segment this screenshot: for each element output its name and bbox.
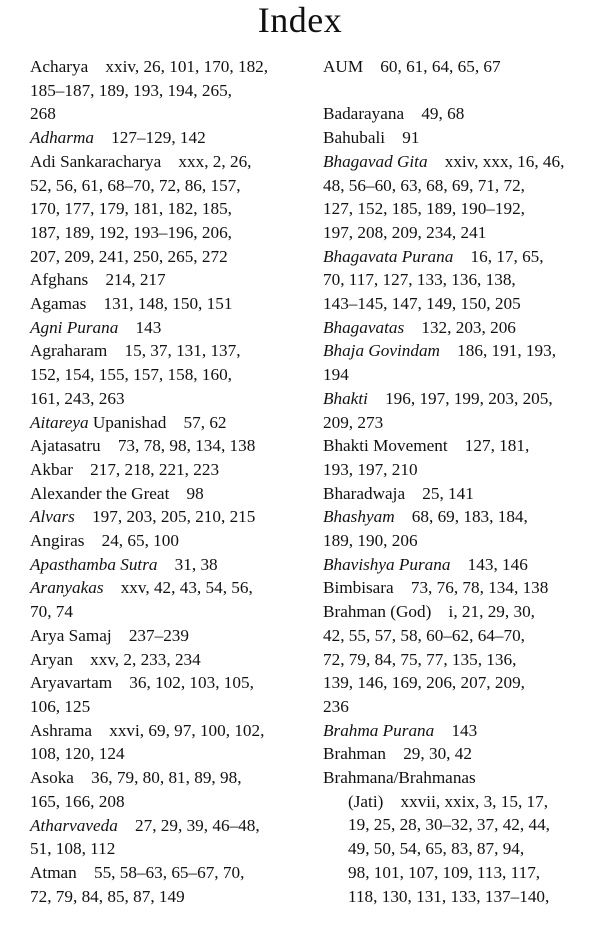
index-column-left [30,55,310,908]
entry-first-line [323,482,593,506]
entry-pages-continued: 194 [323,365,349,385]
entry-first-line [30,55,310,79]
entry-term: AUM [323,57,364,76]
entry-gap [323,79,593,103]
entry-pages-continued: 209, 273 [323,412,384,432]
index-entry [30,434,310,458]
entry-first-line [323,150,593,174]
entry-first-line [30,553,310,577]
index-entry [323,766,593,790]
entry-pages: 24, 65, 100 [84,531,179,551]
entry-pages: xxvi, 69, 97, 100, 102, [92,720,265,740]
entry-term: Bhagavatas [323,317,405,337]
entry-first-line [323,316,593,340]
entry-pages-continued: 72, 79, 84, 85, 87, 149 [30,886,185,906]
entry-pages: xxv, 42, 43, 54, 56, [103,578,253,598]
entry-pages-continued: 19, 25, 28, 30–32, 37, 42, 44, [348,815,550,835]
entry-term: Bharadwaja [323,483,406,503]
entry-pages-continued: 42, 55, 57, 58, 60–62, 64–70, [323,625,525,645]
index-entry [30,505,310,529]
entry-pages: 143 [118,317,162,337]
entry-first-line [30,529,310,553]
entry-pages: xxv, 2, 233, 234 [72,649,201,669]
entry-pages-continued: 118, 130, 131, 133, 137–140, [348,886,550,906]
index-entry [30,458,310,482]
index-entry [323,576,593,600]
entry-term: Agni Purana [30,317,119,337]
entry-first-line [30,648,310,672]
entry-term: Badarayana [323,104,405,124]
entry-first-line [30,861,310,885]
entry-pages: 36, 102, 103, 105, [112,673,254,693]
entry-first-line [30,505,310,529]
entry-term: Adi Sankaracharya [30,151,162,171]
index-entry [323,316,593,340]
entry-pages-continued: 185–187, 189, 193, 194, 265, [30,80,232,100]
entry-first-line [30,482,310,506]
entry-first-line [30,150,310,174]
index-entry [323,387,593,434]
entry-term: Bhavishya Purana [323,554,451,574]
entry-term: Aryavartam [30,673,113,693]
entry-pages: 131, 148, 150, 151 [86,294,233,314]
index-entry [30,529,310,553]
entry-first-line [348,790,593,814]
entry-pages-continued: 268 [30,104,56,124]
entry-pages: 91 [385,128,420,148]
entry-pages: xxx, 2, 26, [161,151,252,171]
entry-pages-continued: 143–145, 147, 149, 150, 205 [323,294,521,314]
entry-pages-continued: 207, 209, 241, 250, 265, 272 [30,246,228,266]
entry-first-line [323,245,593,269]
entry-term: Asoka [30,768,74,788]
entry-first-line [30,411,310,435]
entry-first-line [323,126,593,150]
entry-first-line [30,268,310,292]
entry-term: Bhakti [323,388,368,408]
entry-term: Adharma [30,128,94,148]
entry-pages: xxiv, 26, 101, 170, 182, [88,57,269,76]
entry-first-line [323,102,593,126]
entry-pages: 132, 203, 206 [404,317,516,337]
entry-pages-continued: 108, 120, 124 [30,744,125,764]
index-column-right [323,55,593,908]
entry-term: Angiras [30,531,85,551]
entry-term: Brahman [323,744,387,764]
entry-pages: 16, 17, 65, [453,246,544,266]
entry-pages: xxiv, xxx, 16, 46, [427,151,565,171]
entry-first-line [323,505,593,529]
entry-pages: 60, 61, 64, 65, 67 [363,57,501,76]
index-entry [30,576,310,623]
entry-pages-continued: 106, 125 [30,696,91,716]
entry-term: Bhagavad Gita [323,151,428,171]
index-entry [30,126,310,150]
entry-first-line [30,576,310,600]
index-entry [323,600,593,719]
entry-pages-continued: 161, 243, 263 [30,388,125,408]
entry-pages-continued: 187, 189, 192, 193–196, 206, [30,222,232,242]
index-entry [30,671,310,718]
entry-term: Brahmana/Brahmanas [323,768,476,788]
entry-pages-continued: 170, 177, 179, 181, 182, 185, [30,199,232,219]
entry-pages-continued: 236 [323,696,349,716]
entry-first-line [30,766,310,790]
entry-first-line [323,339,593,363]
entry-pages: 68, 69, 183, 184, [394,507,528,527]
entry-term: Atman [30,862,77,882]
entry-term: Apasthamba Sutra [30,554,158,574]
entry-term: Akbar [30,459,73,479]
index-entry [30,861,310,908]
entry-pages: 29, 30, 42 [386,744,472,764]
entry-first-line [323,766,593,790]
index-entry [30,624,310,648]
entry-first-line [30,434,310,458]
index-entry [323,482,593,506]
entry-pages: 143, 146 [450,554,528,574]
entry-pages: xxvii, xxix, 3, 15, 17, [383,791,549,811]
index-entry [30,719,310,766]
entry-pages-continued: 127, 152, 185, 189, 190–192, [323,199,525,219]
index-entry [323,742,593,766]
entry-pages-continued: 72, 79, 84, 75, 77, 135, 136, [323,649,517,669]
entry-pages: 49, 68 [404,104,465,124]
entry-pages: 217, 218, 221, 223 [72,459,220,479]
entry-term: Ashrama [30,720,93,740]
index-entry [323,55,593,79]
entry-pages: 127, 181, [447,436,530,456]
index-entry [30,55,310,126]
entry-term: Bhaja Govindam [323,341,440,361]
entry-first-line [323,742,593,766]
entry-term: Aitareya [30,412,89,432]
entry-pages: 57, 62 [166,412,227,432]
entry-first-line [30,719,310,743]
entry-term: Brahman (God) [323,602,432,622]
entry-pages-continued: 52, 56, 61, 68–70, 72, 86, 157, [30,175,241,195]
entry-pages-continued: 70, 74 [30,602,73,622]
entry-pages: 55, 58–63, 65–67, 70, [76,862,245,882]
index-entry [323,339,593,386]
entry-term: Aranyakas [30,578,104,598]
entry-term: Bhakti Movement [323,436,448,456]
index-entry [323,245,593,316]
entry-pages-continued: 189, 190, 206 [323,531,418,551]
entry-pages-continued: 98, 101, 107, 109, 113, 117, [348,862,541,882]
entry-pages-continued: 48, 56–60, 63, 68, 69, 71, 72, [323,175,525,195]
entry-pages: 73, 76, 78, 134, 138 [393,578,549,598]
entry-term: Arya Samaj [30,625,112,645]
entry-first-line [30,339,310,363]
entry-first-line [323,434,593,458]
page-title: Index [257,0,343,40]
index-entry [30,316,310,340]
index-entry [30,150,310,269]
index-entry [323,102,593,126]
entry-pages-continued: 193, 197, 210 [323,459,418,479]
entry-pages-continued: 197, 208, 209, 234, 241 [323,222,487,242]
index-entry [30,553,310,577]
entry-pages: 143 [434,720,478,740]
entry-term: Ajatasatru [30,436,101,456]
entry-pages-continued: 49, 50, 54, 65, 83, 87, 94, [348,839,525,859]
entry-pages: 73, 78, 98, 134, 138 [100,436,256,456]
entry-pages: 237–239 [111,625,189,645]
index-entry [30,648,310,672]
entry-first-line [30,126,310,150]
entry-term: Alvars [30,507,75,527]
entry-first-line [30,316,310,340]
index-entry [30,339,310,410]
index-entry [30,292,310,316]
entry-pages: 214, 217 [88,270,166,290]
index-entry [30,482,310,506]
entry-first-line [323,55,593,79]
entry-term: Atharvaveda [30,815,118,835]
entry-pages-continued: 152, 154, 155, 157, 158, 160, [30,365,232,385]
index-entry [30,814,310,861]
entry-term: Alexander the Great [30,483,170,503]
entry-first-line [30,671,310,695]
entry-pages: 36, 79, 80, 81, 89, 98, [73,768,242,788]
entry-term: Aryan [30,649,73,669]
entry-term: Agraharam [30,341,108,361]
index-entry [323,505,593,552]
entry-pages-continued: 51, 108, 112 [30,839,116,859]
entry-pages: 25, 141 [405,483,474,503]
entry-first-line [30,458,310,482]
entry-term: Bhagavata Purana [323,246,454,266]
entry-pages: i, 21, 29, 30, [431,602,535,622]
index-entry [323,126,593,150]
index-entry [323,150,593,245]
entry-term: Agamas [30,294,87,314]
entry-pages-continued: 70, 117, 127, 133, 136, 138, [323,270,516,290]
entry-term: (Jati) [348,791,384,811]
entry-pages: 98 [169,483,204,503]
entry-term-suffix: Upanishad [88,412,167,432]
entry-term: Acharya [30,57,89,76]
entry-term: Bahubali [323,128,386,148]
entry-pages: 127–129, 142 [93,128,206,148]
entry-first-line [323,387,593,411]
entry-first-line [30,624,310,648]
entry-pages: 15, 37, 131, 137, [107,341,241,361]
entry-first-line [30,814,310,838]
entry-first-line [30,292,310,316]
index-entry [323,553,593,577]
entry-pages: 27, 29, 39, 46–48, [117,815,260,835]
index-entry [323,790,593,909]
entry-first-line [323,553,593,577]
entry-pages-continued: 139, 146, 169, 206, 207, 209, [323,673,525,693]
entry-term: Brahma Purana [323,720,435,740]
entry-pages: 196, 197, 199, 203, 205, [367,388,553,408]
entry-pages: 197, 203, 205, 210, 215 [74,507,256,527]
index-entry [30,411,310,435]
entry-term: Bimbisara [323,578,394,598]
entry-pages-continued: 165, 166, 208 [30,791,125,811]
index-entry [30,268,310,292]
entry-pages: 31, 38 [157,554,218,574]
index-entry [323,719,593,743]
entry-pages: 186, 191, 193, [439,341,556,361]
entry-first-line [323,600,593,624]
entry-first-line [323,719,593,743]
entry-first-line [323,576,593,600]
index-entry [30,766,310,813]
index-entry [323,434,593,481]
entry-term: Bhashyam [323,507,395,527]
entry-term: Afghans [30,270,89,290]
